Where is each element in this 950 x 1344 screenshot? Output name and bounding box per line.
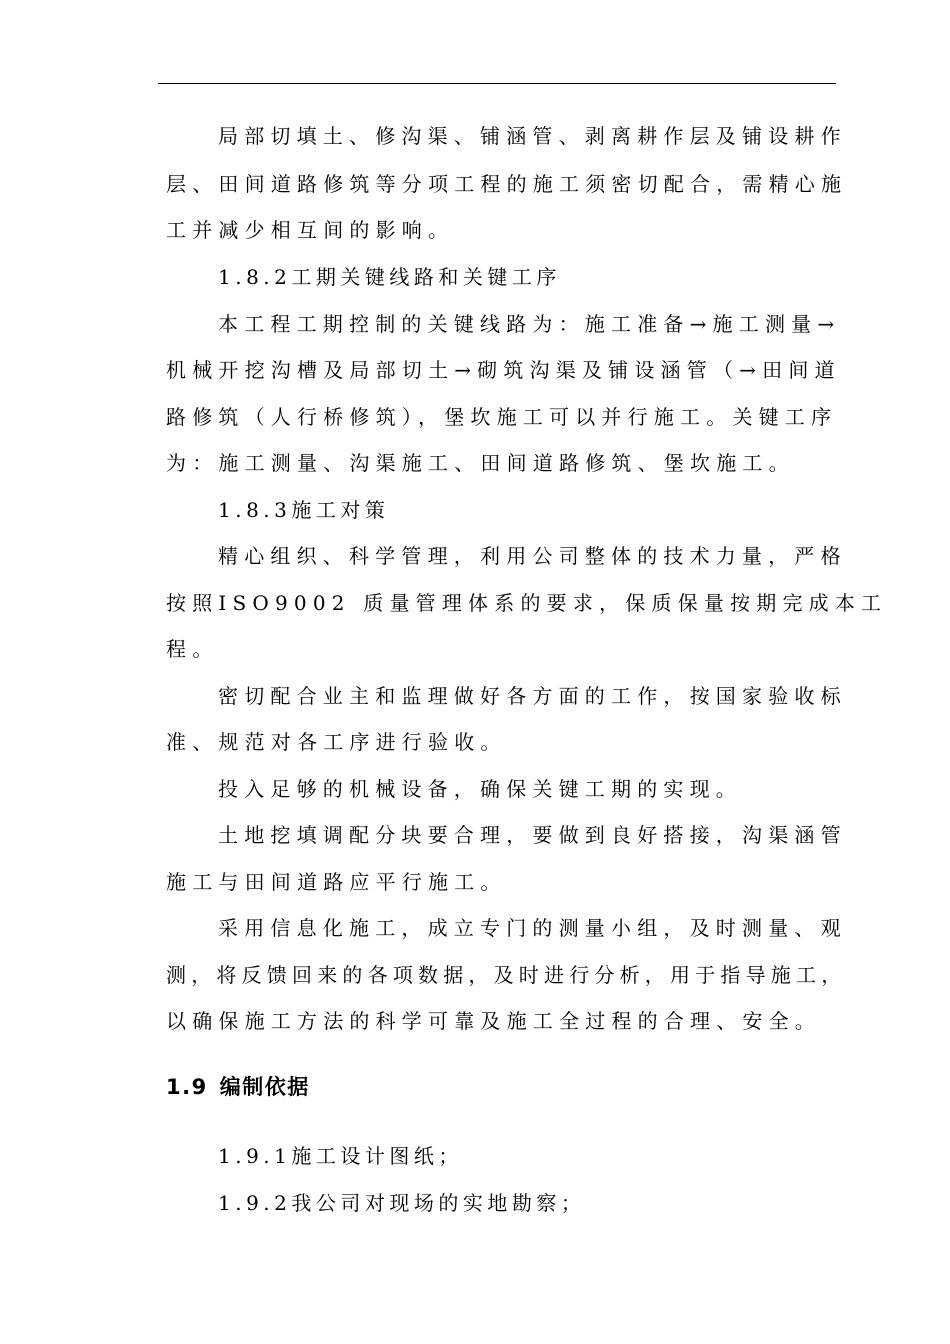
section-heading — [166, 1072, 310, 1102]
body-text-line: 测，将反馈回来的各项数据，及时进行分析，用于指导施工， — [166, 963, 847, 987]
body-text-line: 程。 — [166, 637, 219, 661]
body-text-line: 准、规范对各工序进行验收。 — [166, 730, 507, 754]
body-text-line: 投入足够的机械设备，确保关键工期的实现。 — [218, 777, 742, 801]
section-heading-number: 1.9 — [166, 1075, 208, 1099]
body-text-line: 为：施工测量、沟渠施工、田间道路修筑、堡坎施工。 — [166, 451, 795, 475]
body-text-line: 精心组织、科学管理，利用公司整体的技术力量，严格 — [218, 544, 847, 568]
body-text-line: 按照ISO9002 质量管理体系的要求，保质保量按期完成本工 — [166, 591, 888, 615]
body-text-line: 机械开挖沟槽及局部切土→砌筑沟渠及铺设涵管（→田间道 — [166, 358, 841, 382]
body-text-line: 采用信息化施工，成立专门的测量小组，及时测量、观 — [218, 916, 847, 940]
section-heading-title: 编制依据 — [219, 1075, 310, 1099]
body-text-line: 土地挖填调配分块要合理，要做到良好搭接，沟渠涵管 — [218, 823, 847, 847]
body-text-line: 工并减少相互间的影响。 — [166, 218, 455, 242]
list-item: 1.9.2我公司对现场的实地勘察； — [218, 1191, 586, 1215]
subsection-heading: 1.8.3施工对策 — [218, 498, 390, 522]
body-text-line: 密切配合业主和监理做好各方面的工作，按国家验收标 — [218, 684, 847, 708]
body-text-line: 以确保施工方法的科学可靠及施工全过程的合理、安全。 — [166, 1009, 821, 1033]
subsection-heading: 1.8.2工期关键线路和关键工序 — [218, 265, 561, 289]
body-text-line: 施工与田间道路应平行施工。 — [166, 870, 507, 894]
list-item: 1.9.1施工设计图纸； — [218, 1144, 463, 1168]
header-rule — [158, 83, 836, 84]
body-text-line: 路修筑（人行桥修筑），堡坎施工可以并行施工。关键工序 — [166, 405, 838, 429]
body-text-line: 局部切填土、修沟渠、铺涵管、剥离耕作层及铺设耕作 — [218, 124, 847, 148]
body-text-line: 本工程工期控制的关键线路为：施工准备→施工测量→ — [218, 312, 841, 336]
body-text-line: 层、田间道路修筑等分项工程的施工须密切配合，需精心施 — [166, 172, 848, 196]
